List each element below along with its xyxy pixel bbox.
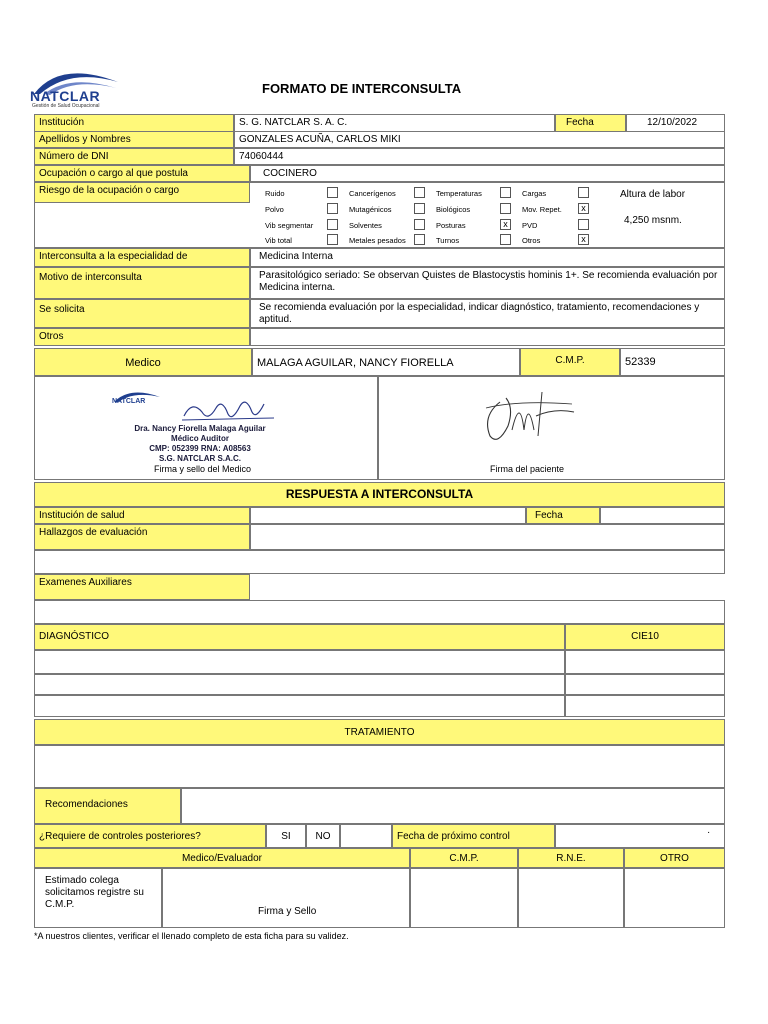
risk-checkbox[interactable] [578, 187, 589, 198]
cie10-row[interactable] [565, 695, 725, 717]
risk-label: Turnos [436, 236, 460, 245]
risk-checkbox[interactable] [500, 234, 511, 245]
eval-rne-value[interactable] [518, 868, 624, 928]
firma-sello-cell[interactable] [162, 868, 410, 928]
fecha-value[interactable]: 12/10/2022 [626, 114, 725, 132]
risk-label: Metales pesados [349, 236, 406, 245]
institucion-salud-value[interactable] [250, 507, 526, 524]
solicita-value[interactable]: Se recomienda evaluación por la especialidad, indicar diagnóstico, tratamiento, recomendaciones y aptitud. [250, 299, 725, 328]
risk-label: Vib segmentar [265, 221, 314, 230]
solicita-label: Se solicita [34, 299, 250, 328]
risk-label: Polvo [265, 205, 284, 214]
riesgo-label: Riesgo de la ocupación o cargo [34, 182, 250, 203]
no-option[interactable]: NO [306, 824, 340, 848]
risk-checkbox[interactable] [327, 187, 338, 198]
risk-checkbox[interactable] [578, 219, 589, 230]
hallazgos-extra[interactable] [34, 550, 725, 574]
examenes-label: Examenes Auxiliares [34, 574, 250, 600]
hallazgos-value[interactable] [250, 524, 725, 550]
proximo-control-label: Fecha de próximo control [392, 824, 555, 848]
altura-label: Altura de labor [620, 189, 686, 200]
stamp-line-3: CMP: 052399 RNA: A08563 [149, 444, 251, 453]
risk-checkbox[interactable]: x [578, 203, 589, 214]
eval-rne-label: R.N.E. [518, 848, 624, 868]
respuesta-title: RESPUESTA A INTERCONSULTA [34, 482, 725, 507]
si-option[interactable]: SI [266, 824, 306, 848]
tratamiento-label: TRATAMIENTO [34, 719, 725, 745]
firma-sello-label: Firma y Sello [258, 906, 317, 917]
recomendaciones-value[interactable] [181, 788, 725, 824]
institucion-label: Institución [34, 114, 234, 132]
dni-label: Número de DNI [34, 148, 234, 165]
institucion-salud-label: Institución de salud [34, 507, 250, 524]
risk-label: Mov. Repet. [522, 205, 562, 214]
diagnostico-row[interactable] [34, 674, 565, 695]
risk-label: Posturas [436, 221, 466, 230]
stamp-line-4: S.G. NATCLAR S.A.C. [158, 454, 242, 463]
fecha-label: Fecha [555, 114, 626, 132]
especialidad-label: Interconsulta a la especialidad de [34, 248, 250, 267]
motivo-label: Motivo de interconsulta [34, 267, 250, 299]
cie10-row[interactable] [565, 650, 725, 674]
diagnostico-label: DIAGNÓSTICO [34, 624, 565, 650]
logo-tagline: Gestión de Salud Ocupacional [32, 103, 100, 109]
form-title: FORMATO DE INTERCONSULTA [262, 81, 462, 96]
risk-label: Ruido [265, 189, 285, 198]
footnote: *A nuestros clientes, verificar el llenado completo de esta ficha para su validez. [34, 931, 349, 941]
stamp-line-1: Dra. Nancy Fiorella Malaga Aguilar [134, 424, 266, 433]
motivo-value[interactable]: Parasitológico seriado: Se observan Quistes de Blastocystis hominis 1+. Se recomienda evaluación por Medicina interna. [250, 267, 725, 299]
stamp-text [100, 424, 300, 464]
risk-checkbox[interactable] [414, 203, 425, 214]
firma-paciente-caption: Firma del paciente [490, 464, 565, 474]
otros-label: Otros [34, 328, 250, 346]
risk-checkbox[interactable] [414, 234, 425, 245]
ocupacion-label: Ocupación o cargo al que postula [34, 165, 250, 182]
natclar-logo [30, 66, 122, 112]
risk-checkbox[interactable] [327, 203, 338, 214]
eval-cmp-label: C.M.P. [410, 848, 518, 868]
medico-value[interactable]: MALAGA AGUILAR, NANCY FIORELLA [252, 348, 520, 376]
hallazgos-label: Hallazgos de evaluación [34, 524, 250, 550]
stamp-line-2: Médico Auditor [171, 434, 229, 443]
paciente-signature-icon [478, 386, 578, 448]
proximo-control-dot: . [707, 825, 710, 836]
diagnostico-row[interactable] [34, 695, 565, 717]
respuesta-fecha-value[interactable] [600, 507, 725, 524]
otros-value[interactable] [250, 328, 725, 346]
risk-label: Mutagénicos [349, 205, 392, 214]
proximo-control-value[interactable] [555, 824, 725, 848]
logo-brand: NATCLAR [30, 88, 101, 104]
cie10-label: CIE10 [565, 624, 725, 650]
risk-checkbox[interactable] [500, 203, 511, 214]
risk-checkbox[interactable] [327, 219, 338, 230]
altura-value: 4,250 msnm. [624, 215, 682, 226]
firma-medico-caption: Firma y sello del Medico [154, 464, 252, 474]
apellidos-label: Apellidos y Nombres [34, 131, 234, 148]
examenes-value[interactable] [34, 600, 725, 624]
stamp-logo [112, 389, 162, 413]
apellidos-value[interactable]: GONZALES ACUÑA, CARLOS MIKI [234, 131, 725, 148]
medico-evaluador-label: Medico/Evaluador [34, 848, 410, 868]
risk-label: Temperaturas [436, 189, 482, 198]
risk-checkbox[interactable] [327, 234, 338, 245]
eval-cmp-value[interactable] [410, 868, 518, 928]
institucion-value[interactable]: S. G. NATCLAR S. A. C. [234, 114, 555, 132]
risk-label: Vib total [265, 236, 292, 245]
medico-label: Medico [34, 348, 252, 376]
cie10-row[interactable] [565, 674, 725, 695]
risk-checkbox[interactable] [414, 219, 425, 230]
risk-label: Otros [522, 236, 541, 245]
especialidad-value[interactable]: Medicina Interna [250, 248, 725, 267]
eval-otro-label: OTRO [624, 848, 725, 868]
eval-otro-value[interactable] [624, 868, 725, 928]
controles-blank[interactable] [340, 824, 392, 848]
diagnostico-row[interactable] [34, 650, 565, 674]
controles-label: ¿Requiere de controles posteriores? [34, 824, 266, 848]
dni-value[interactable]: 74060444 [234, 148, 725, 165]
ocupacion-value[interactable]: COCINERO [250, 165, 725, 182]
risk-checkbox[interactable] [414, 187, 425, 198]
risk-label: Cancerígenos [349, 189, 396, 198]
cmp-label: C.M.P. [520, 348, 620, 376]
cmp-value[interactable]: 52339 [620, 348, 725, 376]
risk-label: Biológicos [436, 205, 471, 214]
stamp-logo-brand: NATCLAR [112, 398, 146, 405]
risk-checkbox[interactable]: x [500, 219, 511, 230]
estimado-colega-text: Estimado colega solicitamos registre su C.M.P. [34, 868, 162, 928]
risk-label: Cargas [522, 189, 547, 198]
risk-checkbox[interactable]: x [578, 234, 589, 245]
recomendaciones-label: Recomendaciones [34, 788, 181, 824]
respuesta-fecha-label: Fecha [526, 507, 600, 524]
risk-checkbox[interactable] [500, 187, 511, 198]
risk-label: PVD [522, 221, 538, 230]
tratamiento-value[interactable] [34, 745, 725, 788]
risk-label: Solventes [349, 221, 382, 230]
